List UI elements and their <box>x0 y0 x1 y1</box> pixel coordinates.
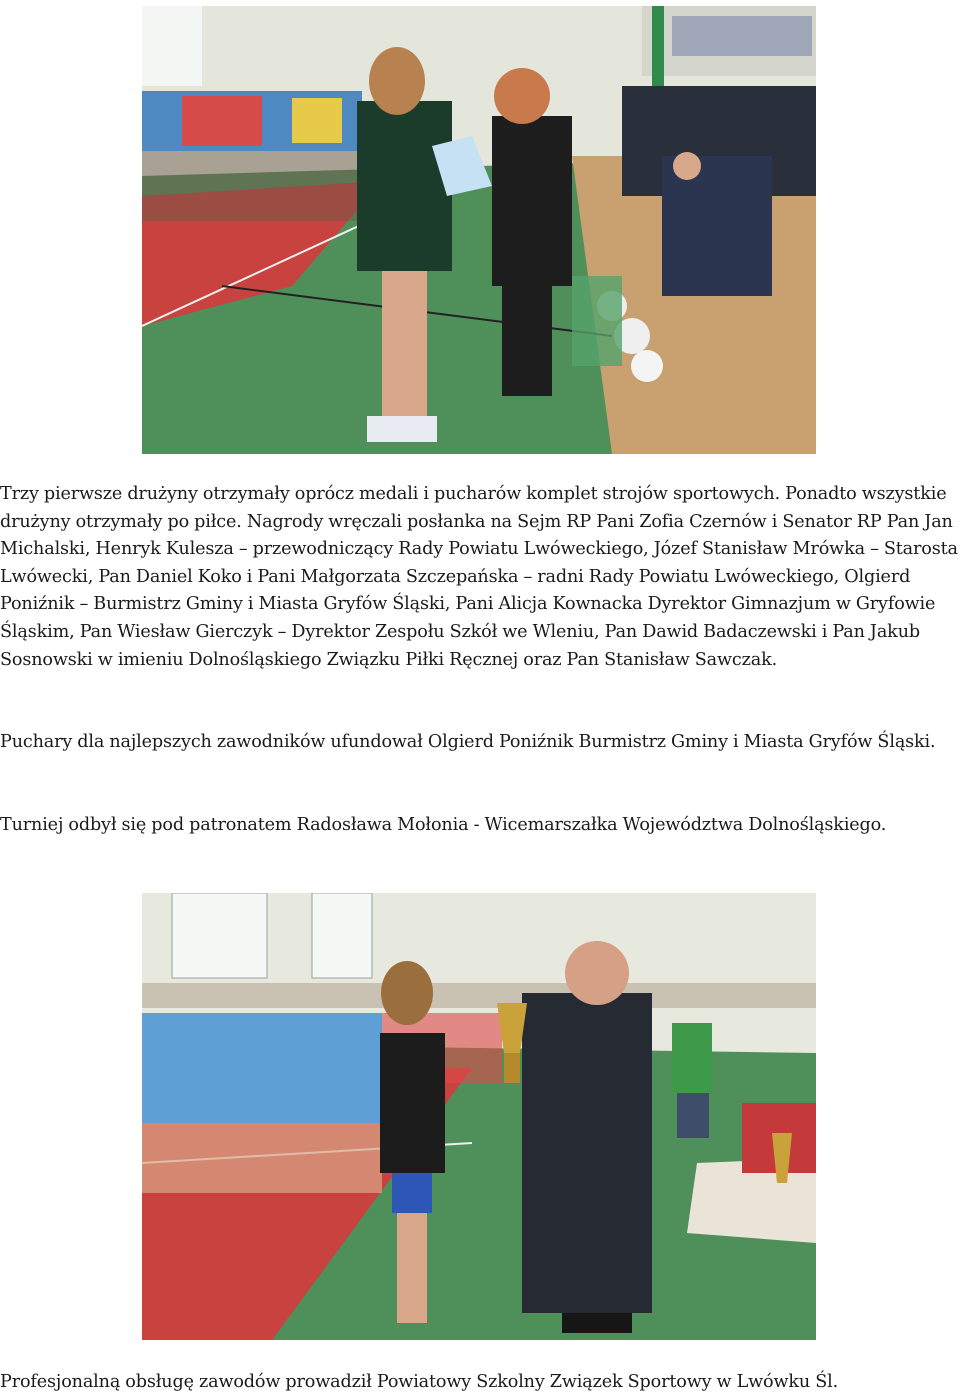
photo-diploma-scene <box>142 6 816 454</box>
paragraph-awards: Trzy pierwsze drużyny otrzymały oprócz medali i pucharów komplet strojów sportowych. Ponadto wszystkie drużyny otrzymały po piłce. Nagrody wręczali posłanka na Sejm RP Pani Zofia Czernów i Senator RP Pan Jan Michalski, Henryk Kulesza – przewodniczący Rady Powiatu Lwóweckiego, Józef Stanisław Mrówka – Starosta Lwówecki, Pan Daniel Koko i Pani Małgorzata Szczepańska – radni Rady Powiatu Lwóweckiego, Olgierd Poniźnik – Burmistrz Gminy i Miasta Gryfów Śląski, Pani Alicja Kownacka Dyrektor Gimnazjum w Gryfowie Śląskim, Pan Wiesław Gierczyk – Dyrektor Zespołu Szkół we Wleniu, Pan Dawid Badaczewski i Pan Jakub Sosnowski w imieniu Dolnośląskiego Związku Piłki Ręcznej oraz Pan Stanisław Sawczak. <box>0 484 958 670</box>
paragraph-organizer: Profesjonalną obsługę zawodów prowadził Powiatowy Szkolny Związek Sportowy w Lwówku Śl. <box>0 1372 839 1392</box>
paragraph-patronage: Turniej odbył się pod patronatem Radosława Mołonia - Wicemarszałka Województwa Dolnośląskiego. <box>0 815 887 835</box>
ceremony-photo-diploma <box>142 6 816 454</box>
paragraph-cups: Puchary dla najlepszych zawodników ufundował Olgierd Poniźnik Burmistrz Gminy i Miasta Gryfów Śląski. <box>0 732 936 752</box>
photo-cup-scene <box>142 893 816 1340</box>
ceremony-photo-cup <box>142 893 816 1340</box>
